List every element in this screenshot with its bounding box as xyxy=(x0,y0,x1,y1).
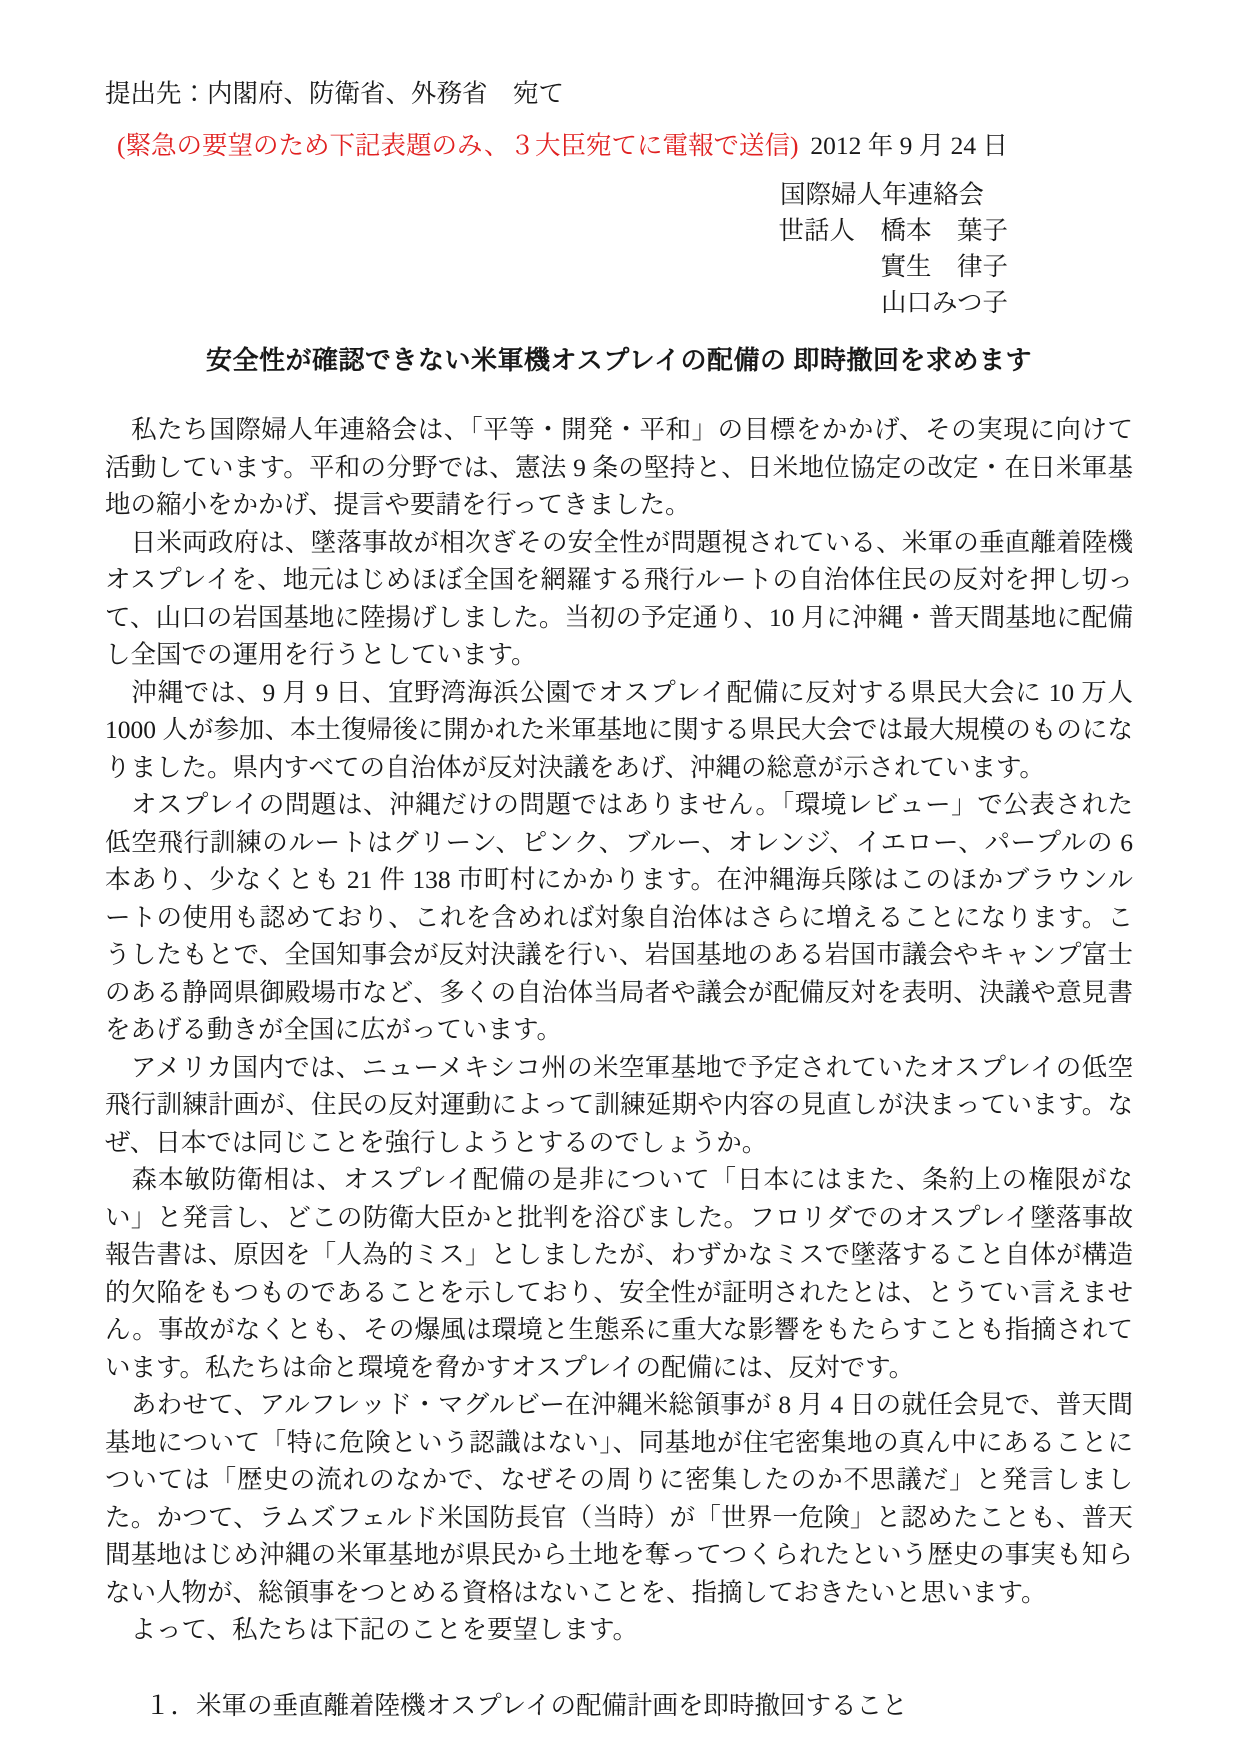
body-paragraph: 私たち国際婦人年連絡会は、「平等・開発・平和」の目標をかかげ、その実現に向けて活動しています。平和の分野では、憲法 9 条の堅持と、日米地位協定の改定・在日米軍基地の縮小をかかげ、提言や要請を行ってきました。 xyxy=(105,415,1133,519)
request-item-1: １．米軍の垂直離着陸機オスプレイの配備計画を即時撤回すること xyxy=(145,1690,908,1720)
body-paragraph: オスプレイの問題は、沖縄だけの問題ではありません。「環境レビュー」で公表された低空飛行訓練のルートはグリーン、ピンク、ブルー、オレンジ、イエロー、パープルの 6 本あり、少なくとも 21 件 138 市町村にかかります。在沖縄海兵隊はこのほかブラウンルートの使用も認めており、これを含めれば対象自治体はさらに増えることになります。こうしたもとで、全国知事会が反対決議を行い、岩国基地のある岩国市議会やキャンプ富士のある静岡県御殿場市など、多くの自治体当局者や議会が配備反対を表明、決議や意見書をあげる動きが全国に広がっています。 xyxy=(105,790,1133,1044)
document-title: 安全性が確認できない米軍機オスプレイの配備の 即時撤回を求めます xyxy=(206,346,1032,375)
body-paragraph: 沖縄では、9 月 9 日、宜野湾海浜公園でオスプレイ配備に反対する県民大会に 10 万人 1000 人が参加、本土復帰後に開かれた米軍基地に関する県民大会では最大規模のものになりました。県内すべての自治体が反対決議をあげ、沖縄の総意が示されています。 xyxy=(105,677,1133,782)
document-body xyxy=(105,411,1133,1649)
body-paragraph: 日米両政府は、墜落事故が相次ぎその安全性が問題視されている、米軍の垂直離着陸機オスプレイを、地元はじめほぼ全国を網羅する飛行ルートの自治体住民の反対を押し切って、山口の岩国基地に陸揚げしました。当初の予定通り、10 月に沖縄・普天間基地に配備し全国での運用を行うとしています。 xyxy=(105,527,1133,669)
recipient-line: 提出先：内閣府、防衛省、外務省 宛て xyxy=(105,79,565,108)
urgent-telegram-note: (緊急の要望のため下記表題のみ、３大臣宛てに電報で送信) xyxy=(117,131,799,160)
request-list xyxy=(105,1687,1133,1725)
body-paragraph: 森本敏防衛相は、オスプレイ配備の是非について「日本にはまた、条約上の権限がない」と発言し、どこの防衛大臣かと批判を浴びました。フロリダでのオスプレイ墜落事故報告書は、原因を「人為的ミス」としましたが、わずかなミスで墜落すること自体が構造的欠陥をもつものであることを示しており、安全性が証明されたとは、とうてい言えません。事故がなくとも、その爆風は環境と生態系に重大な影響をもたらすことも指摘されています。私たちは命と環境を脅かすオスプレイの配備には、反対です。 xyxy=(105,1165,1133,1382)
signatory-line: 世話人 橋本 葉子 xyxy=(778,216,1008,245)
body-paragraph: あわせて、アルフレッド・マグルビー在沖縄米総領事が 8 月 4 日の就任会見で、普天間基地について「特に危険という認識はない」、同基地が住宅密集地の真ん中にあることについては「歴史の流れのなかで、なぜその周りに密集したのか不思議だ」と発言しました。かつて、ラムズフェルド米国防長官（当時）が「世界一危険」と認めたことも、普天間基地はじめ沖縄の米軍基地が県民から土地を奪ってつくられたという歴史の事実も知らない人物が、総領事をつとめる資格はないことを、指摘しておきたいと思います。 xyxy=(105,1390,1133,1607)
body-paragraph: アメリカ国内では、ニューメキシコ州の米空軍基地で予定されていたオスプレイの低空飛行訓練計画が、住民の反対運動によって訓練延期や内容の見直しが決まっています。なぜ、日本では同じことを強行しようとするのでしょうか。 xyxy=(105,1052,1133,1157)
signatory-line: 山口みつ子 xyxy=(881,288,1008,317)
organization-name: 国際婦人年連絡会 xyxy=(779,180,984,209)
document-date: 2012 年 9 月 24 日 xyxy=(810,131,1008,160)
header-row xyxy=(105,127,1133,165)
signature-block xyxy=(105,177,1133,321)
signatory-line: 實生 律子 xyxy=(880,252,1008,281)
body-paragraph: よって、私たちは下記のことを要望します。 xyxy=(105,1615,638,1644)
